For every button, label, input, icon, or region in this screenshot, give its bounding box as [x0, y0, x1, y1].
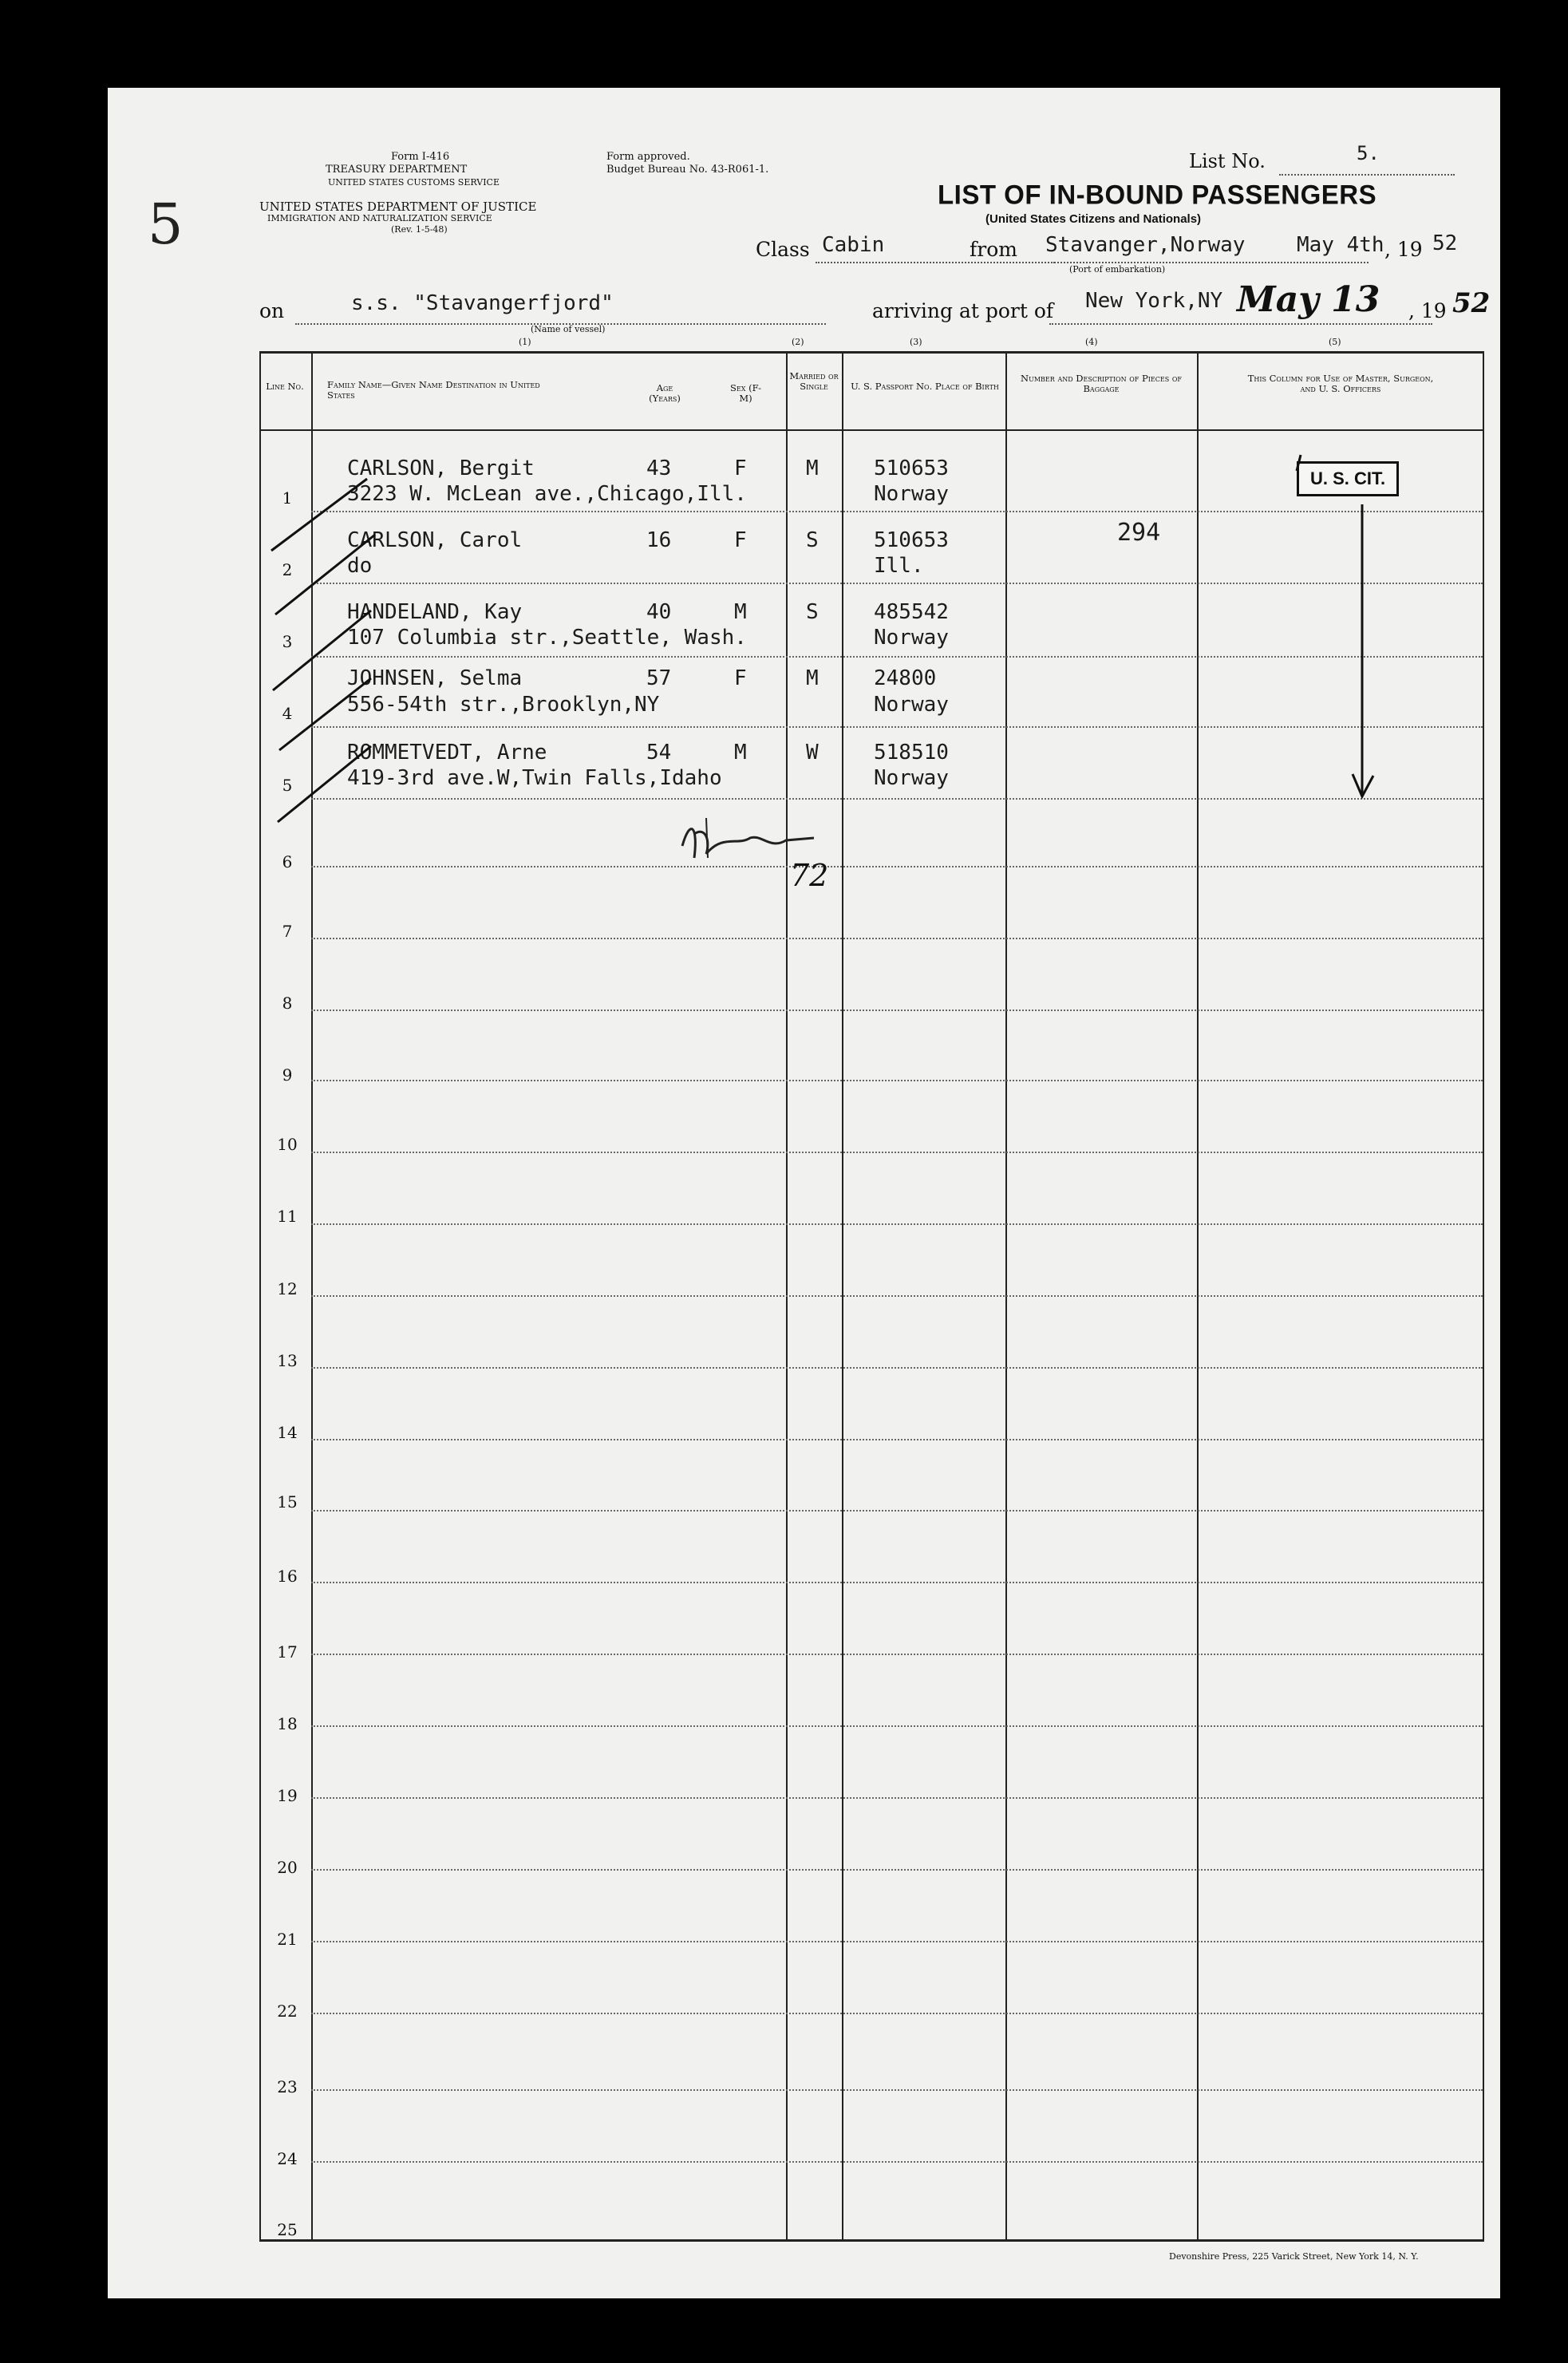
ins-service: IMMIGRATION AND NATURALIZATION SERVICE	[267, 213, 492, 223]
header-passport: U. S. Passport No. Place of Birth	[851, 381, 999, 392]
line-number: 10	[277, 1135, 298, 1154]
line-number: 14	[277, 1423, 298, 1442]
passenger-marital-status: M	[806, 666, 819, 690]
col-num-3: (3)	[910, 337, 922, 347]
passenger-sex: M	[734, 600, 747, 624]
line-number: 9	[282, 1065, 293, 1085]
line-number: 2	[282, 560, 293, 579]
port-caption: (Port of embarkation)	[1069, 264, 1166, 275]
vessel-caption: (Name of vessel)	[531, 324, 606, 334]
list-no-value: 5.	[1357, 142, 1380, 164]
list-no-label: List No.	[1189, 150, 1266, 172]
budget-bureau: Budget Bureau No. 43-R061-1.	[606, 164, 769, 176]
line-number: 17	[277, 1642, 298, 1662]
passenger-marital-status: S	[806, 600, 819, 624]
line-number: 21	[277, 1930, 298, 1949]
year-value: 52	[1432, 231, 1458, 255]
line-number: 20	[277, 1858, 298, 1877]
passenger-age: 16	[646, 528, 672, 552]
header-baggage: Number and Description of Pieces of Baggage	[1021, 373, 1182, 394]
baggage-count: 294	[1117, 519, 1161, 547]
arrival-port: New York,NY	[1085, 289, 1223, 313]
col-num-1: (1)	[519, 337, 531, 347]
line-number: 13	[277, 1351, 298, 1370]
passenger-destination: 3223 W. McLean ave.,Chicago,Ill.	[347, 482, 747, 506]
passenger-marital-status: M	[806, 456, 819, 480]
passenger-name: CARLSON, Bergit	[347, 456, 535, 480]
place-of-birth: Norway	[874, 766, 949, 790]
class-value: Cabin	[822, 233, 885, 257]
line-number: 3	[282, 632, 293, 651]
line-number: 8	[282, 994, 293, 1013]
line-number: 15	[277, 1492, 298, 1511]
from-value: Stavanger,Norway	[1045, 233, 1246, 257]
on-label: on	[259, 299, 285, 322]
header-age: Age (Years)	[649, 382, 681, 404]
manifest-page	[108, 88, 1500, 2298]
line-number: 1	[282, 488, 293, 508]
bleed-through	[483, 1692, 1464, 1955]
arriving-label: arriving at port of	[872, 299, 1054, 322]
header-sex: Sex (F-M)	[730, 382, 761, 404]
passenger-age: 54	[646, 741, 672, 765]
passenger-marital-status: S	[806, 528, 819, 552]
justice-dept: UNITED STATES DEPARTMENT OF JUSTICE	[259, 200, 537, 214]
line-number: 22	[277, 2001, 298, 2021]
header-line-no: Line No.	[266, 381, 304, 392]
place-of-birth: Norway	[874, 693, 949, 717]
passenger-age: 57	[646, 666, 672, 690]
line-number: 4	[282, 704, 293, 723]
line-number: 19	[277, 1786, 298, 1805]
place-of-birth: Norway	[874, 626, 949, 650]
header-name: Family Name—Given Name Destination in United States	[327, 379, 540, 401]
form-approved: Form approved.	[606, 151, 690, 163]
passenger-name: JOHNSEN, Selma	[347, 666, 523, 690]
from-label: from	[970, 238, 1017, 261]
line-number: 12	[277, 1279, 298, 1298]
revision: (Rev. 1-5-48)	[391, 224, 448, 235]
passenger-name: ROMMETVEDT, Arne	[347, 741, 547, 765]
passenger-destination: 556-54th str.,Brooklyn,NY	[347, 693, 660, 717]
year-prefix: , 19	[1384, 238, 1423, 261]
line-number: 23	[277, 2077, 298, 2096]
table-top-border	[259, 351, 1484, 354]
form-number: Form I-416	[391, 151, 450, 163]
arrival-date-handwritten: May 13	[1237, 279, 1380, 320]
line-number: 7	[282, 922, 293, 941]
handwritten-tally: 72	[790, 858, 829, 893]
class-label: Class	[756, 238, 810, 261]
passport-number: 485542	[874, 600, 949, 624]
passenger-age: 40	[646, 600, 672, 624]
margin-mark: 5	[148, 192, 184, 257]
line-number: 6	[282, 852, 293, 871]
passport-number: 510653	[874, 528, 949, 552]
passport-number: 510653	[874, 456, 949, 480]
departure-date: May 4th	[1297, 233, 1384, 257]
line-number: 24	[277, 2149, 298, 2168]
passenger-sex: F	[734, 666, 747, 690]
passport-number: 24800	[874, 666, 937, 690]
line-number: 16	[277, 1567, 298, 1586]
page-title: LIST OF IN-BOUND PASSENGERS	[938, 179, 1377, 210]
arrival-year-value: 52	[1452, 287, 1491, 319]
stamp-arrow	[1257, 439, 1400, 806]
check-marks	[263, 447, 407, 830]
passenger-sex: F	[734, 528, 747, 552]
arrival-year-prefix: , 19	[1408, 299, 1447, 322]
customs-service: UNITED STATES CUSTOMS SERVICE	[328, 177, 500, 188]
header-married: Married or Single	[789, 370, 839, 392]
col-num-2: (2)	[792, 337, 804, 347]
header-bottom-border	[259, 429, 1484, 431]
passenger-sex: M	[734, 741, 747, 765]
passenger-sex: F	[734, 456, 747, 480]
passport-number: 518510	[874, 741, 949, 765]
line-number: 11	[277, 1207, 298, 1226]
line-number: 18	[277, 1714, 298, 1733]
treasury-dept: TREASURY DEPARTMENT	[326, 164, 468, 176]
passenger-destination: do	[347, 554, 373, 578]
table-bottom-border	[259, 2239, 1484, 2242]
place-of-birth: Ill.	[874, 554, 924, 578]
us-citizen-stamp: U. S. CIT.	[1297, 461, 1399, 496]
passenger-name: CARLSON, Carol	[347, 528, 523, 552]
passenger-destination: 107 Columbia str.,Seattle, Wash.	[347, 626, 747, 650]
col-num-5: (5)	[1329, 337, 1341, 347]
line-number: 5	[282, 776, 293, 795]
passenger-destination: 419-3rd ave.W,Twin Falls,Idaho	[347, 766, 722, 790]
line-number: 25	[277, 2220, 298, 2239]
page-subtitle: (United States Citizens and Nationals)	[985, 212, 1202, 226]
vessel-value: s.s. "Stavangerfjord"	[351, 291, 614, 315]
col-num-4: (4)	[1085, 337, 1098, 347]
passenger-name: HANDELAND, Kay	[347, 600, 523, 624]
header-officers: This Column for Use of Master, Surgeon, and U. S. Officers	[1247, 373, 1434, 394]
printer-credit: Devonshire Press, 225 Varick Street, New York 14, N. Y.	[1169, 2251, 1419, 2262]
passenger-age: 43	[646, 456, 672, 480]
place-of-birth: Norway	[874, 482, 949, 506]
passenger-marital-status: W	[806, 741, 819, 765]
